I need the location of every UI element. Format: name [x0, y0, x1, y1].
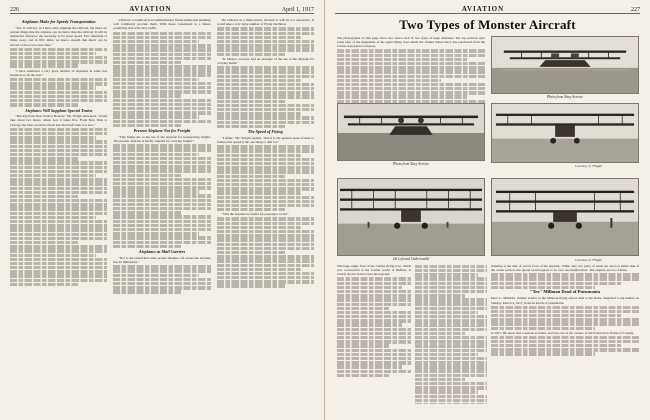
- photo2-caption: Photo from Navy Service: [393, 162, 429, 166]
- column2-paragraph-1: will have to build such accommodations; future municipal planning will commonly provide them. With these considered is a future possibility that will carry traffic.: [113, 18, 211, 31]
- photo1-caption: Photo from Navy Service: [547, 95, 583, 99]
- left-page-number: 226: [10, 7, 19, 13]
- article-intro: [337, 36, 485, 108]
- column1-paragraph-1: "Yes. It will not, as I have said, supplant the railroad, but there are certain things that the airplane can do better than the railroad. It will be demanded wherever the necessity is for great speed. Few hundreds of miles away, and in fifty miles we know enough that much can be moved to the towns and cities.": [10, 25, 108, 47]
- article-column-1: [10, 18, 107, 408]
- column3-paragraph-2: "In Mexico we have had an example of the use of the airplane for carrying mails.": [216, 56, 314, 65]
- left-page-header: [10, 5, 314, 14]
- flying-boat-photo-left: [337, 103, 485, 161]
- triplane-photo-bottom-left: [337, 178, 485, 256]
- left-masthead: AVIATION: [129, 5, 172, 13]
- column1-heading: Airplanes Make for Speedy Transportation: [21, 19, 96, 24]
- flying-boat-photo-top: [491, 36, 639, 94]
- column3-subheading: The Speed of Flying: [247, 129, 283, 135]
- right-masthead: AVIATION: [461, 5, 505, 13]
- body-middle-text: The huge single float of the Curtiss flying boat, which was constructed at the Curtiss works at Buffalo, is clearly shown in the lower photograph.: [337, 264, 411, 277]
- column2-paragraph-3: "Not to the extent that some people imagine. Of course the airplane has its limitations.": [113, 255, 211, 265]
- millman-subheading: "Tex" Millman Dead of Pneumonia: [530, 289, 600, 295]
- article-body-right: [491, 264, 639, 404]
- column1-paragraph-2: "I have estimated a very great number of airplanes in some few instances to be the best.": [10, 68, 108, 77]
- right-page: [325, 0, 650, 420]
- column2-paragraph-2: "This brings me to the use of the airplane for transporting freight. The present airplane is hardly adapted for carrying freight.": [113, 134, 211, 144]
- right-page-number: 227: [631, 7, 640, 13]
- article-body-middle: [337, 264, 411, 404]
- article-column-3: [217, 18, 314, 408]
- photo5-caption: (At Left and Underneath): [392, 257, 430, 261]
- right-page-header: [335, 5, 640, 14]
- millman-body-text: Peter C. Millman, student aviator at the Mineola flying school died at his home, Shepherd Long Island, on Sunday, March 4, 1917, from an attack of pneumonia.: [491, 296, 639, 305]
- column3-paragraph-4: "Will the airplane be useful for passenger work?": [221, 212, 289, 217]
- left-page-columns: [10, 18, 314, 408]
- column1-subheading: Airplanes Will Supplant Special Trains: [25, 107, 93, 113]
- column3-paragraph-1: the railroad as a mail-carrier, because it will be too expensive. It would take a very large number of flying machines.: [216, 18, 314, 27]
- column2-subheading-2: Airplanes as Mail Carriers: [138, 249, 186, 255]
- article-title: Two Types of Monster Aircraft: [399, 17, 576, 32]
- article-column-2: [113, 18, 210, 408]
- triplane-photo-bottom-right: [491, 178, 639, 256]
- body-right-text: standing at the side of and in front of the airplane. While only two pairs of struts are used on either side of the center section, the spread would appear to be over one hundred feet. The engines are two 240 hp.: [491, 264, 639, 273]
- left-issue-date: April 1, 1917: [281, 7, 314, 13]
- intro-text: The photographs on this page show two views each of two types of huge airplanes. The top pictures give some idea of the magnitude of the giant flying boat which the United States Navy has purchased from the Curtiss Aeroplane Company.: [337, 36, 485, 49]
- triplane-photo-right: [491, 103, 639, 163]
- article-body-middle-2: [415, 264, 487, 404]
- photo3-credit: Courtesy of "Flight": [575, 164, 603, 168]
- column3-paragraph-3: "I think," Mr. Wright replied, "that it is the general sport of men to believe that speed is the one thing to aim for.": [216, 135, 314, 145]
- column2-subheading-1: Present Airplane Not for Freight: [133, 128, 191, 134]
- photo4-credit: Courtesy of "Flight": [575, 258, 603, 262]
- column1-paragraph-3: "The trip from New York to Boston," Mr. Wright answered, "would take about two hours, where now it takes five. From New York to Chicago the time would be much less than half what it is now.": [10, 114, 108, 127]
- millman-body-tail: in 1917. He never had a serious accident, and was one of the owners of the Polson Iron Works of Canada.: [491, 330, 635, 335]
